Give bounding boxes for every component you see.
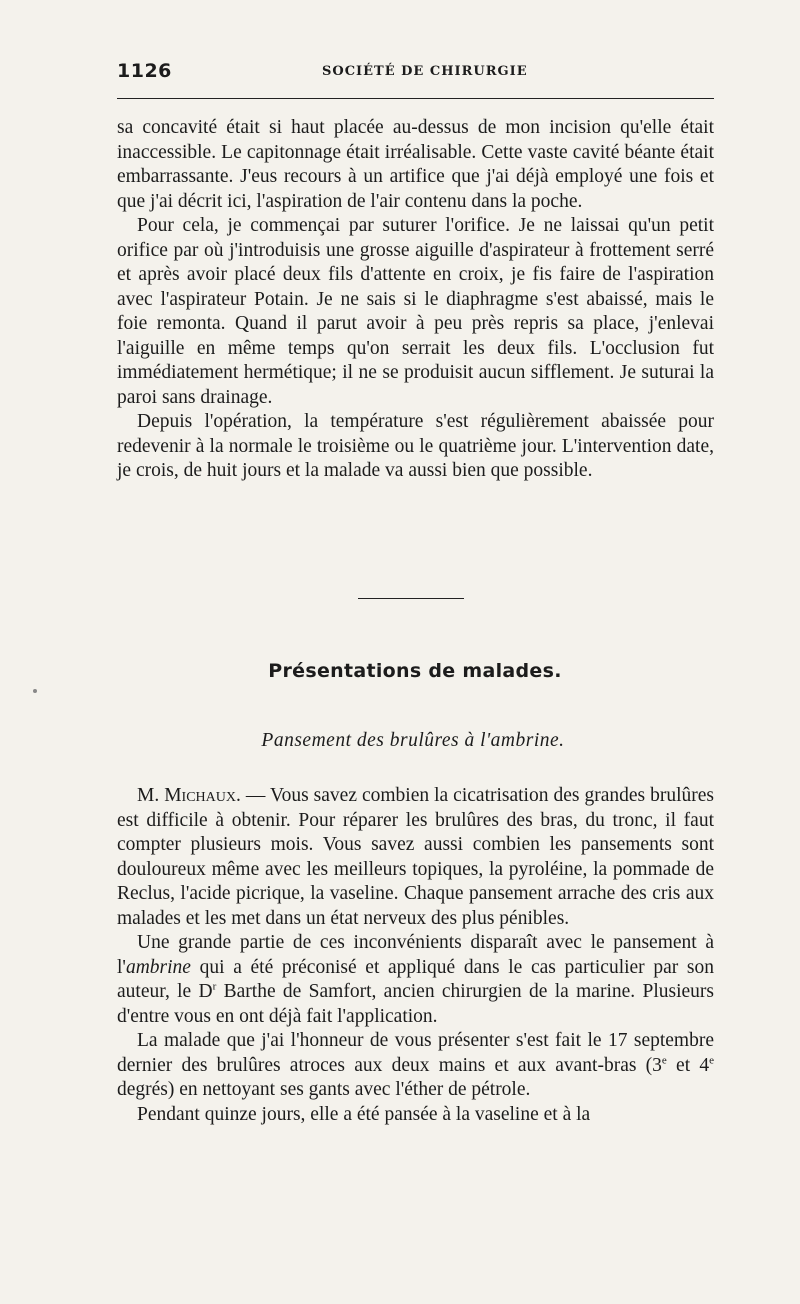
paragraph: Depuis l'opération, la température s'est régulièrement abaissée pour redevenir à la normale le troisième ou le quatrième jour. L'intervention date, je crois, de huit jours et la malade va aussi bien que possible. xyxy=(117,411,714,481)
paragraph xyxy=(117,931,714,1029)
page-number: 1126 xyxy=(117,60,172,82)
bottom-text-block xyxy=(117,784,714,1127)
running-head: SOCIÉTÉ DE CHIRURGIE xyxy=(322,64,528,79)
paragraph-text: — Vous savez combien la cicatrisation des grandes brulûres est difficile à obtenir. Pour réparer les brulûres des bras, du tronc, il faut compter plusieurs mois. Vous savez aussi combien les pansements sont douloureux même avec les meilleurs topiques, la pyroléine, la pommade de Reclus, l'acide picrique, la vaseline. Chaque pansement arrache des cris aux malades et les met dans un état nerveux des plus pénibles. xyxy=(117,785,714,929)
section-divider xyxy=(358,598,464,599)
paragraph-text: Une grande partie de ces inconvénients disparaît avec le pansement à l' xyxy=(117,932,714,978)
paragraph-text: qui a été préconisé et appliqué dans le cas particulier par son auteur, le D xyxy=(117,956,714,1002)
paragraph: Pendant quinze jours, elle a été pansée à la vaseline et à la xyxy=(137,1103,591,1125)
section-subtitle: Pansement des brulûres à l'ambrine. xyxy=(261,730,565,751)
page-header xyxy=(117,60,714,84)
top-text-block xyxy=(117,116,714,484)
paragraph xyxy=(117,784,714,931)
superscript: e xyxy=(661,1054,667,1066)
paragraph-text: La malade que j'ai l'honneur de vous présenter s'est fait le 17 septembre dernier des brulûres atroces aux deux mains et aux avant-bras (3 xyxy=(117,1030,714,1076)
superscript: e xyxy=(709,1054,714,1066)
author-name: M. Michaux. xyxy=(137,785,241,806)
paragraph: Pour cela, je commençai par suturer l'orifice. Je ne laissai qu'un petit orifice par où j'introduisis une grosse aiguille d'aspirateur à frottement serré et après avoir placé deux fils d'attente en croix, je fis faire de l'aspiration avec l'aspirateur Potain. Je ne sais si le diaphragme s'est abaissé, mais le foie remonta. Quand il parut avoir à peu près repris sa place, j'enlevai l'aiguille en même temps qu'on serrait les deux fils. L'occlusion fut immédiatement hermétique; il ne se produisit aucun sifflement. Je suturai la paroi sans drainage. xyxy=(117,215,714,408)
superscript: r xyxy=(212,980,217,993)
italic-term: ambrine xyxy=(125,956,191,978)
paragraph: sa concavité était si haut placée au-dessus de mon incision qu'elle était inaccessible. Le capitonnage était irréalisable. Cette vaste cavité béante était embarrassante. J'eus recours à un artifice que j'ai déjà employé une fois et que j'ai décrit ici, l'aspiration de l'air contenu dans la poche. xyxy=(117,117,714,212)
header-rule xyxy=(117,98,714,99)
paragraph-text: Barthe de Samfort, ancien chirurgien de la marine. Plusieurs d'entre vous en ont déjà fait l'application. xyxy=(117,981,714,1027)
section-title: Présentations de malades. xyxy=(268,660,562,682)
paragraph xyxy=(117,1029,714,1103)
paragraph-text: et 4 xyxy=(666,1054,710,1076)
paragraph-text: degrés) en nettoyant ses gants avec l'éther de pétrole. xyxy=(117,1079,531,1100)
paper-speck xyxy=(33,689,37,693)
